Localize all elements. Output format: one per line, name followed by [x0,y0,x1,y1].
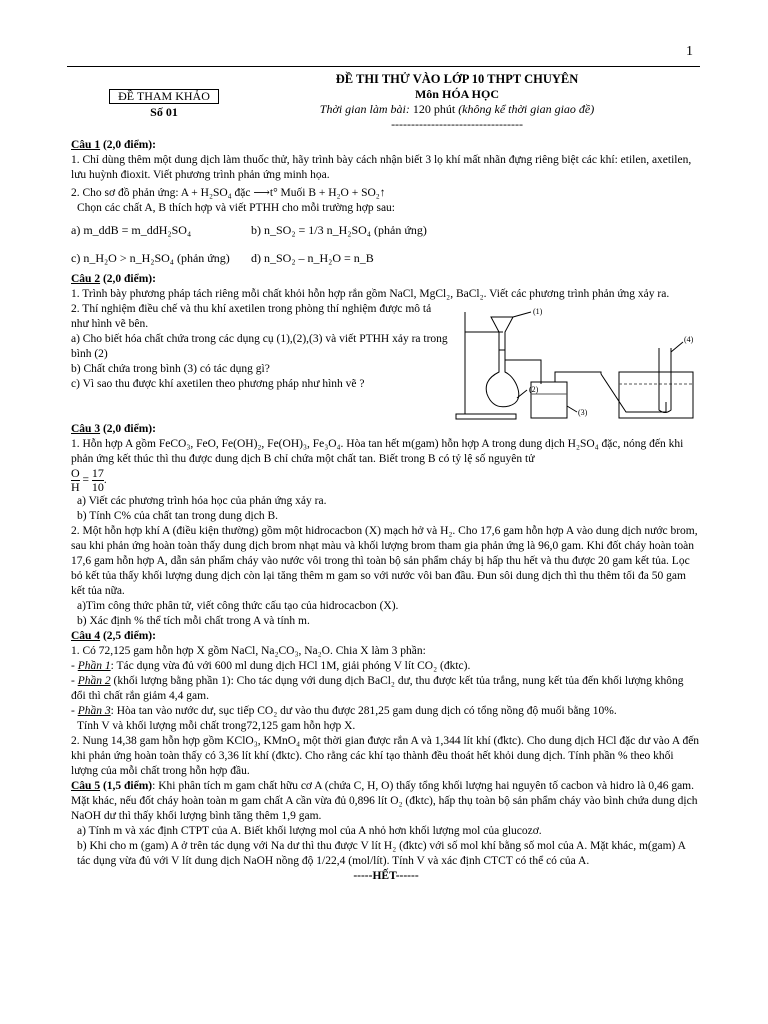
exam-subject: Môn HÓA HỌC [414,87,499,101]
portion-1-label: Phần 1 [77,660,111,672]
exam-header [232,72,682,132]
question-title: Câu 2 [71,273,101,285]
q3-part1: 1. Hỗn hợp A gồm FeCO₃, FeO, Fe(OH)₂, Fe(OH)₃, Fe₃O₄. Hòa tan hết m(gam) hỗn hợp A trong dung dịch H₂SO₄ đặc, nóng đến khi phản ứng kết thúc thì thu được dung dịch B chỉ chứa một chất tan. Biết trong B có tỷ lệ số nguyên tử [71,438,684,465]
portion-3-text: : Hòa tan vào nước dư, sục tiếp CO₂ dư vào thu được 281,25 gam dung dịch có tổng nồng độ muối bằng 10%. [110,705,617,717]
end-marker: -----HẾT------ [353,870,419,882]
exam-title: ĐỀ THI THỬ VÀO LỚP 10 THPT CHUYÊN [335,72,579,86]
ratio-left [71,467,80,494]
question-2-heading [71,272,701,287]
dropping-funnel [491,317,513,350]
question-title: Câu 3 [71,423,101,435]
q1-case-b: b) n_SO₂ = 1/3 n_H₂SO₄ (phản ứng) [251,222,427,237]
q3-ratio: $\frac{O}{H}$ = $\frac{17}{10}$ . [71,466,107,494]
q2-part2: 2. Thí nghiệm điều chế và thu khí axetilen trong phòng thí nghiệm được mô tả như hình vẽ bên. [71,303,432,330]
question-5 [71,779,701,824]
time-note: (không kể thời gian giao đề) [458,102,595,116]
reference-label: ĐỀ THAM KHẢO [109,89,219,104]
delivery-tube-1 [505,360,541,384]
portion-2-text: (khối lượng bằng phần 1): Cho tác dụng với dung dịch BaCl₂ dư, thu được kết tủa trắng, nung kết tủa đến khối lượng không đổi thì chất rắn giảm 4,4 gam. [71,675,684,702]
label-line-4 [671,342,683,352]
q4-question: Tính V và khối lượng mỗi chất trong72,125 gam hỗn hợp X. [77,720,356,732]
question-points: (2,0 điểm): [100,423,156,435]
q1-cases-row-1 [71,216,701,244]
question-title: Câu 4 [71,630,101,642]
label-line-1 [513,312,531,317]
ratio-left-den: H [71,480,80,494]
q5-a: a) Tính m và xác định CTPT của A. Biết khối lượng mol của A nhỏ hơn khối lượng mol của glucozơ. [77,825,542,837]
question-title: Câu 1 [71,139,101,151]
water-trough [619,372,693,418]
question-title: Câu 5 [71,780,101,792]
time-value: 120 phút [412,102,456,116]
q1-instruction: Chọn các chất A, B thích hợp và viết PTHH cho mỗi trường hợp sau: [77,202,395,214]
q3-b: b) Tính C% của chất tan trong dung dịch B. [77,510,278,522]
exam-time [232,102,682,117]
q3-a: a) Viết các phương trình hóa học của phản ứng xảy ra. [77,495,327,507]
q4-portion-1: - Phần 1: Tác dụng vừa đủ với 600 ml dung dịch HCl 1M, giải phóng V lít CO₂ (đktc). [71,660,471,672]
q2-part2-text [71,302,451,422]
q2-c: c) Vì sao thu được khí axetilen theo phương pháp như hình vẽ ? [71,378,365,390]
q2-part2-block [71,302,701,422]
label-4: (4) [684,335,694,344]
q1-case-a: a) m_ddB = m_ddH₂SO₄ [71,222,192,237]
label-2: (2) [529,385,539,394]
label-line-3 [567,406,577,412]
delivery-tube-2 [555,372,601,382]
q1-part2: 2. Cho sơ đồ phản ứng: A + H₂SO₄ đặc ⟶t° Muối B + H₂O + SO₂↑ [71,187,386,199]
question-points: (1,5 điểm) [100,780,153,792]
portion-2-label: Phần 2 [77,675,111,687]
q3-d: b) Xác định % thể tích mỗi chất trong A và tính m. [77,615,310,627]
portion-1-text: : Tác dụng vừa đủ với 600 ml dung dịch HCl 1M, giải phóng V lít CO₂ (đktc). [110,660,471,672]
stand-base [456,414,516,419]
q5-b: b) Khi cho m (gam) A ở trên tác dụng với Na dư thì thu được V lít H₂ (đktc) với số mol khí bằng số mol của A. Mặt khác, m(gam) A tác dụng vừa đủ với V lít dung dịch NaOH nồng độ 1/22,4 (mol/lít). Tính V và xác định CTCT có thể có của A. [77,840,686,867]
page-number: 1 [686,44,693,59]
q4-portion-3: - Phần 3: Hòa tan vào nước dư, sục tiếp CO₂ dư vào thu được 281,25 gam dung dịch có tổng nồng độ muối bằng 10%. [71,705,617,717]
question-1-heading [71,138,701,153]
question-points: (2,5 điểm): [100,630,156,642]
q1-cases-row-2 [71,244,701,272]
acetylene-apparatus-diagram [451,302,701,422]
delivery-tube-3 [601,374,666,412]
exam-content [71,138,701,884]
q1-part1: 1. Chỉ dùng thêm một dung dịch làm thuốc thử, hãy trình bày cách nhận biết 3 lọ khí mất nhãn đựng riêng biệt các khí: etilen, axetilen, lưu huỳnh đioxit. Viết phương trình phản ứng minh họa. [71,154,692,181]
ratio-right-num: 17 [91,466,104,480]
q2-a: a) Cho biết hóa chất chứa trong các dụng cụ (1),(2),(3) và viết PTHH xảy ra trong bình (2) [71,333,448,360]
time-prefix: Thời gian làm bài: [319,102,413,116]
q1-case-d: d) n_SO₂ – n_H₂O = n_B [251,250,374,265]
question-3-heading [71,422,701,437]
header-divider: --------------------------------- [391,117,523,131]
reaction-flask [486,350,519,407]
ratio-left-num: O [71,466,80,480]
collecting-tube [659,348,671,413]
question-4-heading [71,629,701,644]
ratio-right [92,467,104,494]
portion-3-label: Phần 3 [77,705,111,717]
header-rule [67,66,700,67]
q2-part1: 1. Trình bày phương pháp tách riêng mỗi chất khỏi hỗn hợp rắn gồm NaCl, MgCl₂, BaCl₂. Viết các phương trình phản ứng xảy ra. [71,288,670,300]
q3-part2: 2. Một hỗn hợp khí A (điều kiện thường) gồm một hidrocacbon (X) mạch hở và H₂. Cho 17,6 gam hỗn hợp A vào dung dịch nước brom, sau khi phản ứng hoàn toàn thấy dung dịch brom nhạt màu và khối lượng brom tham gia phản ứng là 96,0 gam. Khi đốt cháy hoàn toàn 17,6 gam hỗn hợp A, dẫn sản phẩm cháy vào nước vôi trong thì toàn bộ sản phẩm cháy bị hấp thu hết và thu được 20 gam kết tủa. Lọc bỏ kết tủa thấy khối lượng dung dịch còn lại tăng thêm m gam so với nước vôi ban đầu. Đun sôi dung dịch thì thu thêm tối đa 50 gam kết tủa nữa. [71,525,698,597]
q4-part2: 2. Nung 14,38 gam hỗn hợp gồm KClO₃, KMnO₄ một thời gian được rắn A và 1,344 lít khí (đktc). Cho dung dịch HCl đặc dư vào A đến khi phản ứng hoàn toàn thấy có 3,36 lít khí (đktc). Cho rằng các khí tạo thành đều thoát hết khỏi dung dịch. Tính phần % theo khối lượng của mỗi chất trong hỗn hợp đầu. [71,735,700,777]
label-3: (3) [578,408,588,417]
question-points: (2,0 điểm): [100,273,156,285]
ratio-right-den: 10 [91,480,104,494]
q1-case-c: c) n_H₂O > n_H₂SO₄ (phản ứng) [71,250,230,265]
q2-b: b) Chất chứa trong bình (3) có tác dụng gì? [71,363,270,375]
q3-c: a)Tìm công thức phân tử, viết công thức cấu tạo của hidrocacbon (X). [77,600,399,612]
q4-part1: 1. Có 72,125 gam hỗn hợp X gồm NaCl, Na₂CO₃, Na₂O. Chia X làm 3 phần: [71,645,426,657]
exam-number: Số 01 [150,105,178,119]
q5-text: : Khi phân tích m gam chất hữu cơ A (chứa C, H, O) thấy tổng khối lượng hai nguyên tố cacbon và hidro là 0,46 gam. Mặt khác, nếu đốt cháy hoàn toàn m gam chất A cần vừa đủ 0,896 lít O₂ (đktc), hấp thụ toàn bộ sản phẩm cháy vào bình chứa dung dịch NaOH dư thì thấy khối lượng bình tăng thêm 1,9 gam. [71,780,698,822]
question-points: (2,0 điểm): [100,139,156,151]
label-1: (1) [533,307,543,316]
q4-portion-2: - Phần 2 (khối lượng bằng phần 1): Cho tác dụng với dung dịch BaCl₂ dư, thu được kết tủa trắng, nung kết tủa đến khối lượng không đổi thì chất rắn giảm 4,4 gam. [71,675,684,702]
